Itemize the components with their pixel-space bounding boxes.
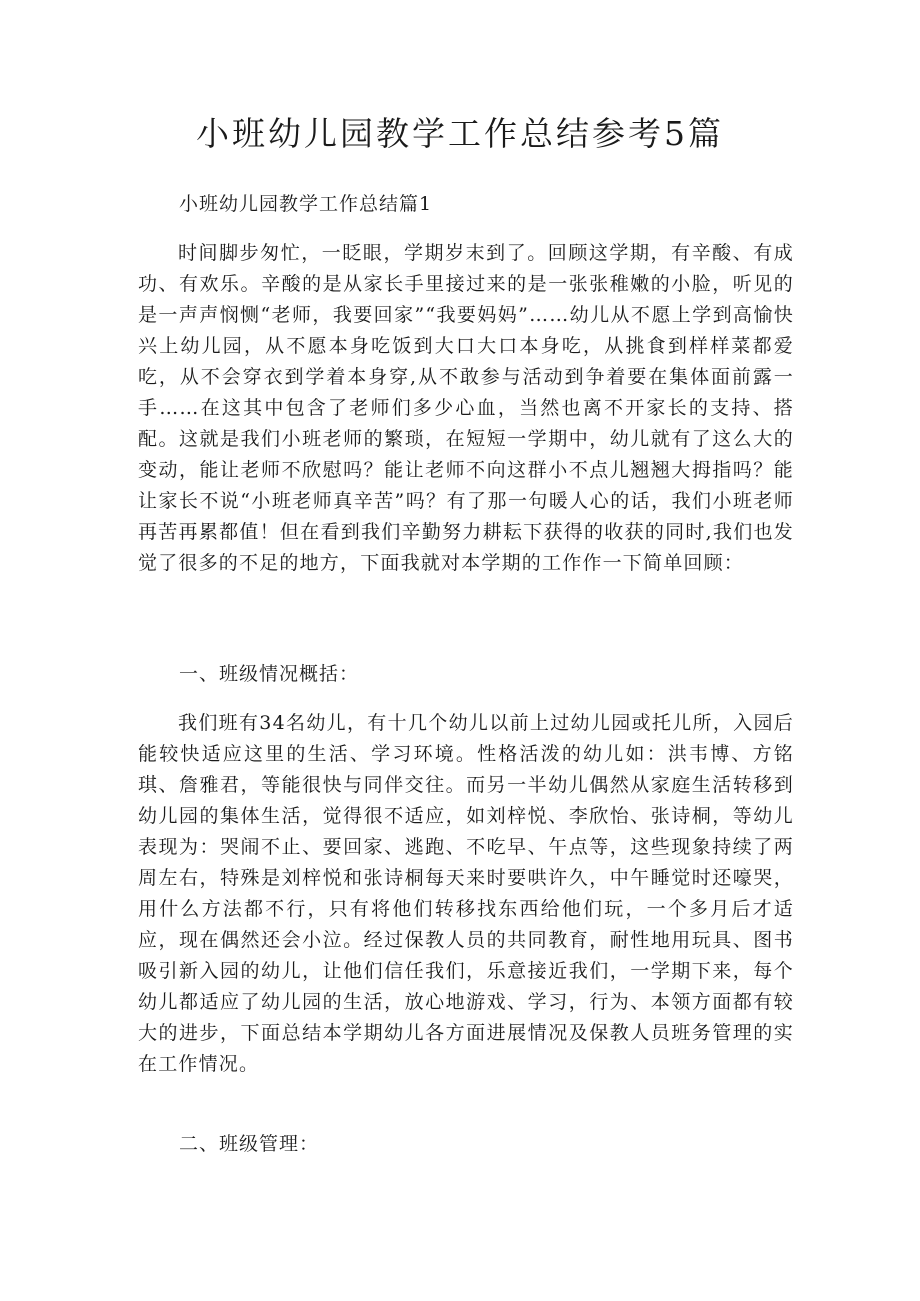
document-subtitle: 小班幼儿园教学工作总结篇1 [179, 193, 433, 215]
document-title: 小班幼儿园教学工作总结参考5篇 [196, 114, 724, 153]
paragraph-class-overview: 我们班有34名幼儿，有十几个幼儿以前上过幼儿园或托儿所，入园后能较快适应这里的生活、学习环境。性格活泼的幼儿如：洪韦博、方铭琪、詹雅君，等能很快与同伴交往。而另一半幼儿偶然从家庭生活转移到幼儿园的集体生活，觉得很不适应，如刘梓悦、李欣怡、张诗桐，等幼儿表现为：哭闹不止、要回家、逃跑、不吃早、午点等，这些现象持续了两周左右，特殊是刘梓悦和张诗桐每天来时要哄许久，中午睡觉时还嚎哭，用什么方法都不行，只有将他们转移找东西给他们玩，一个多月后才适应，现在偶然还会小泣。经过保教人员的共同教育，耐性地用玩具、图书吸引新入园的幼儿，让他们信任我们，乐意接近我们，一学期下来，每个幼儿都适应了幼儿园的生活，放心地游戏、学习，行为、本领方面都有较大的进步，下面总结本学期幼儿各方面进展情况及保教人员班务管理的实在工作情况。 [138, 712, 794, 1075]
section-heading-class-overview: 一、班级情况概括： [179, 663, 360, 685]
paragraph-intro: 时间脚步匆忙，一眨眼，学期岁末到了。回顾这学期，有辛酸、有成功、有欢乐。辛酸的是从家长手里接过来的是一张张稚嫩的小脸，听见的是一声声悯恻“老师，我要回家”“我要妈妈”……幼儿从不愿上学到高愉快兴上幼儿园，从不愿本身吃饭到大口大口本身吃，从挑食到样样菜都爱吃，从不会穿衣到学着本身穿,从不敢参与活动到争着要在集体面前露一手……在这其中包含了老师们多少心血，当然也离不开家长的支持、搭配。这就是我们小班老师的繁琐，在短短一学期中，幼儿就有了这么大的变动，能让老师不欣慰吗？能让老师不向这群小不点儿翘翘大拇指吗？能让家长不说“小班老师真辛苦”吗？有了那一句暖人心的话，我们小班老师再苦再累都值！但在看到我们辛勤努力耕耘下获得的收获的同时,我们也发觉了很多的不足的地方，下面我就对本学期的工作作一下简单回顾： [138, 242, 794, 574]
section-heading-class-management: 二、班级管理： [179, 1133, 320, 1155]
